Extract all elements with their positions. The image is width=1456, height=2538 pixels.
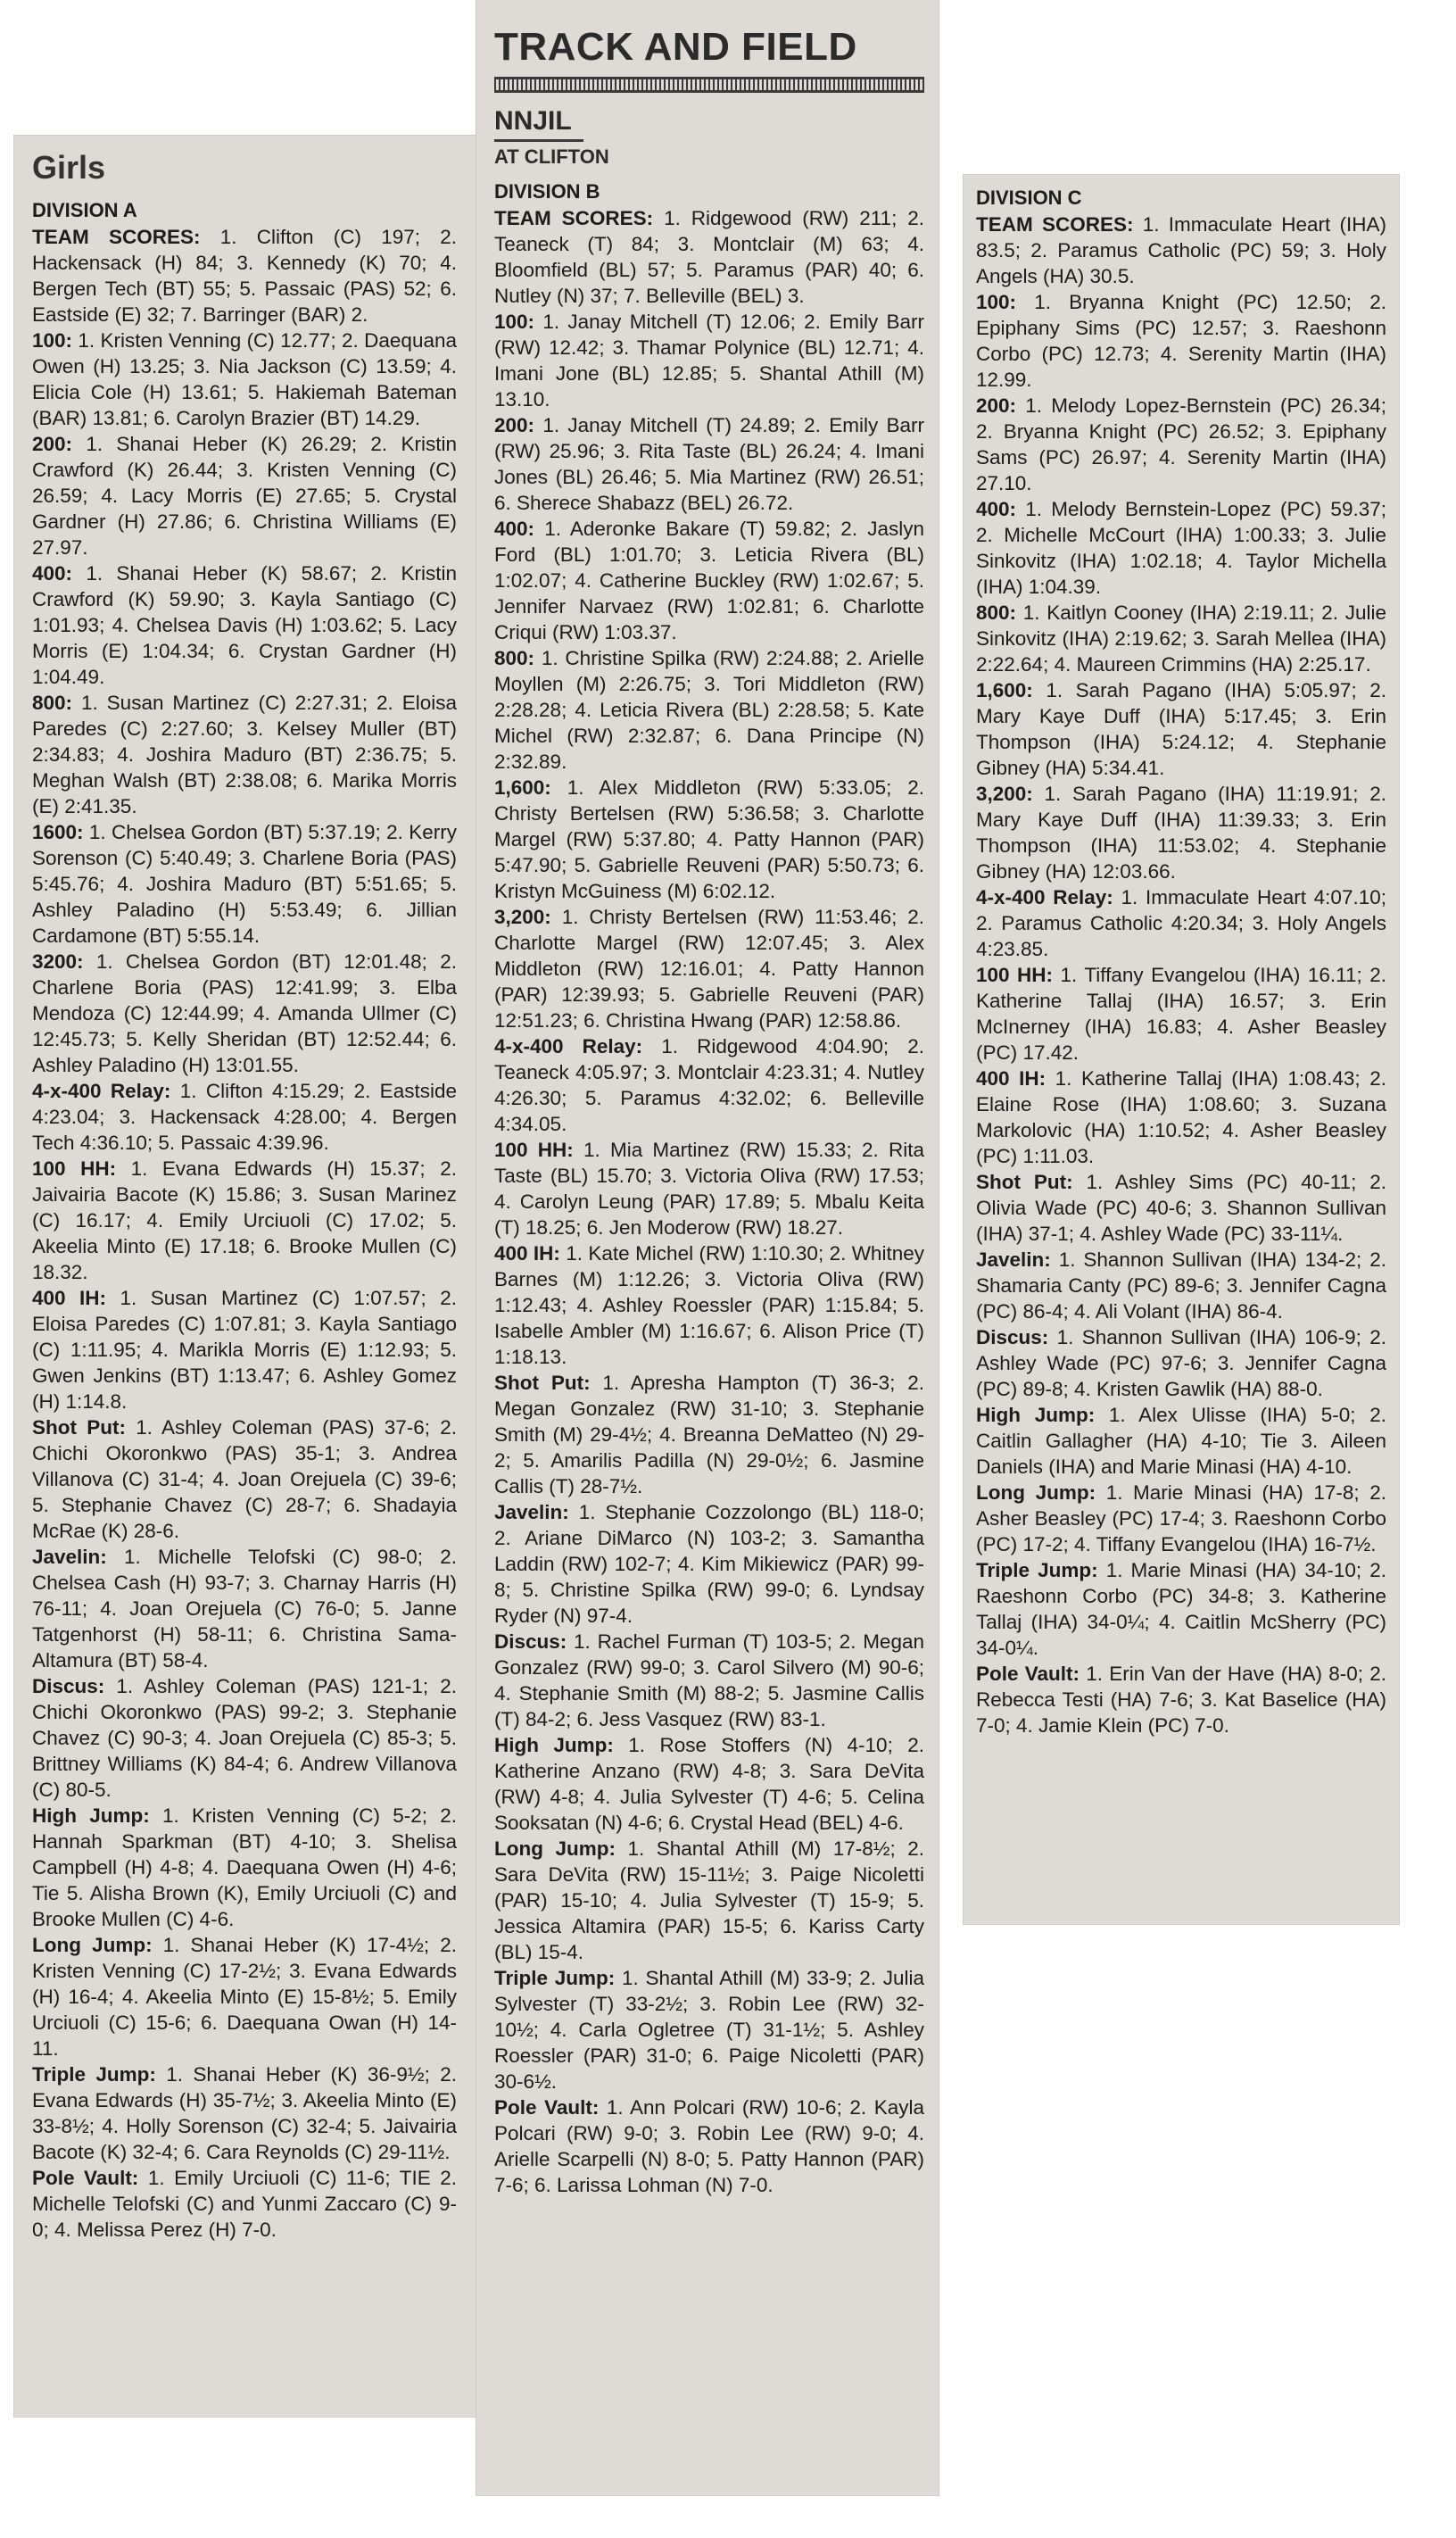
event-name: 100: [494, 311, 535, 333]
event-name: Shot Put: [976, 1171, 1073, 1193]
event-name: Long Jump: [494, 1837, 616, 1860]
event-results: 1. Stephanie Cozzolongo (BL) 118-0; 2. Ariane DiMarco (N) 103-2; 3. Samantha Laddin (RW) 102-7; 4. Kim Mikiewicz (PAR) 99-8; 5. Christine Spilka (RW) 99-0; 6. Lyndsay Ryder (N) 97-4. [494, 1501, 924, 1627]
event-name: Shot Put: [494, 1372, 591, 1394]
event-results: 1. Shantal Athill (M) 17-8½; 2. Sara DeVita (RW) 15-11½; 3. Paige Nicoletti (PAR) 15-10; 4. Julia Sylvester (T) 15-9; 5. Jessica Altamira (PAR) 15-5; 6. Kariss Carty (BL) 15-4. [494, 1837, 924, 1963]
title-rule-divider [494, 77, 924, 93]
event-result [976, 212, 1386, 289]
event-results: 1. Aderonke Bakare (T) 59.82; 2. Jaslyn Ford (BL) 1:01.70; 3. Leticia Rivera (BL) 1:02.07; 4. Catherine Buckley (RW) 1:02.67; 5. Jennifer Narvaez (RW) 1:02.81; 6. Charlotte Criqui (RW) 1:03.37. [494, 518, 924, 643]
event-name: Javelin: [32, 1546, 107, 1568]
event-results: 1. Susan Martinez (C) 1:07.57; 2. Eloisa Paredes (C) 1:07.81; 3. Kayla Santiago (C) 1:11.95; 4. Marikla Morris (E) 1:12.93; 5. Gwen Jenkins (BT) 1:13.47; 6. Ashley Gomez (H) 1:14.8. [32, 1287, 457, 1413]
event-results: 1. Immaculate Heart 4:07.10; 2. Paramus Catholic 4:20.34; 3. Holy Angels 4:23.85. [976, 886, 1386, 960]
section-title: Girls [32, 149, 106, 186]
event-result [32, 1078, 457, 1156]
page-title: TRACK AND FIELD [494, 25, 857, 69]
event-result [494, 775, 924, 904]
event-results: 1. Michelle Telofski (C) 98-0; 2. Chelsea Cash (H) 93-7; 3. Charnay Harris (H) 76-11; 4. Joan Orejuela (C) 76-0; 5. Janne Tatgenhorst (H) 58-11; 6. Christina Sama-Altamura (BT) 58-4. [32, 1546, 457, 1671]
event-list [494, 205, 924, 2198]
event-results: 1. Kaitlyn Cooney (IHA) 2:19.11; 2. Julie Sinkovitz (IHA) 2:19.62; 3. Sarah Mellea (IHA) 2:22.64; 4. Maureen Crimmins (HA) 2:25.17. [976, 601, 1386, 676]
event-results: 1. Shantal Athill (M) 33-9; 2. Julia Sylvester (T) 33-2½; 3. Robin Lee (RW) 32-10½; 4. Carla Ogletree (T) 31-1½; 5. Ashley Roessler (PAR) 31-0; 6. Paige Nicoletti (PAR) 30-6½. [494, 1967, 924, 2093]
event-name: 1,600: [494, 776, 551, 799]
event-result [494, 1033, 924, 1137]
event-result [494, 645, 924, 775]
event-result [32, 949, 457, 1078]
event-result [494, 205, 924, 309]
event-name: 400: [976, 498, 1017, 520]
event-list [32, 224, 457, 2243]
event-results: 1. Alex Middleton (RW) 5:33.05; 2. Christy Bertelsen (RW) 5:36.58; 3. Charlotte Margel (RW) 5:37.80; 4. Patty Hannon (PAR) 5:47.90; 5. Gabrielle Reuveni (PAR) 5:50.73; 6. Kristyn McGuiness (M) 6:02.12. [494, 776, 924, 902]
event-results: 1. Ridgewood (RW) 211; 2. Teaneck (T) 84; 3. Montclair (M) 63; 4. Bloomfield (BL) 57; 5. Paramus (PAR) 40; 6. Nutley (N) 37; 7. Belleville (BEL) 3. [494, 207, 924, 307]
event-results: 1. Shannon Sullivan (IHA) 106-9; 2. Ashley Wade (PC) 97-6; 3. Jennifer Cagna (PC) 89-8; 4. Kristen Gawlik (HA) 88-0. [976, 1326, 1386, 1400]
event-name: 3200: [32, 950, 84, 973]
event-result [32, 431, 457, 560]
event-name: Pole Vault: [494, 2096, 600, 2119]
event-results: 1. Shanai Heber (K) 36-9½; 2. Evana Edwards (H) 35-7½; 3. Akeelia Minto (E) 33-8½; 4. Holly Sorenson (C) 32-4; 5. Jaivairia Bacote (K) 32-4; 6. Cara Reynolds (C) 29-11½. [32, 2063, 457, 2163]
event-name: Javelin: [494, 1501, 569, 1523]
event-name: TEAM SCORES: [976, 213, 1134, 236]
event-results: 1. Kate Michel (RW) 1:10.30; 2. Whitney Barnes (M) 1:12.26; 3. Victoria Oliva (RW) 1:12.43; 4. Ashley Roessler (PAR) 1:15.84; 5. Isabelle Ambler (M) 1:16.67; 6. Alison Price (T) 1:18.13. [494, 1242, 924, 1368]
event-name: High Jump: [32, 1804, 150, 1827]
event-result [32, 1156, 457, 1285]
event-results: 1. Rose Stoffers (N) 4-10; 2. Katherine Anzano (RW) 4-8; 3. Sara DeVita (RW) 4-8; 4. Julia Sylvester (T) 4-6; 5. Celina Sooksatan (N) 4-6; 6. Crystal Head (BEL) 4-6. [494, 1734, 924, 1834]
event-results: 1. Clifton (C) 197; 2. Hackensack (H) 84; 3. Kennedy (K) 70; 4. Bergen Tech (BT) 55; 5. Passaic (PAS) 52; 6. Eastside (E) 32; 7. Barringer (BAR) 2. [32, 226, 457, 326]
event-name: TEAM SCORES: [494, 207, 654, 229]
event-results: 1. Christy Bertelsen (RW) 11:53.46; 2. Charlotte Margel (RW) 12:07.45; 3. Alex Middleton (RW) 12:16.01; 4. Patty Hannon (PAR) 12:39.93; 5. Gabrielle Reuveni (PAR) 12:51.23; 6. Christina Hwang (PAR) 12:58.86. [494, 906, 924, 1032]
event-name: 400 IH: [494, 1242, 560, 1265]
event-result [494, 1499, 924, 1629]
event-name: 200: [494, 414, 535, 436]
event-result [976, 884, 1386, 962]
event-result [32, 690, 457, 819]
event-result [494, 1137, 924, 1240]
event-result [32, 819, 457, 949]
event-result [32, 1414, 457, 1544]
division-title: DIVISION C [976, 187, 1082, 209]
event-results: 1. Kristen Venning (C) 12.77; 2. Daequana Owen (H) 13.25; 3. Nia Jackson (C) 13.59; 4. Elicia Cole (H) 13.61; 5. Hakiemah Bateman (BAR) 13.81; 6. Carolyn Brazier (BT) 14.29. [32, 329, 457, 429]
event-name: 4-x-400 Relay: [976, 886, 1113, 908]
league-rule-divider [494, 139, 583, 142]
event-result [32, 224, 457, 328]
event-result [32, 1932, 457, 2061]
event-name: Long Jump: [32, 1934, 153, 1956]
event-result [494, 1240, 924, 1370]
event-results: 1. Ashley Sims (PC) 40-11; 2. Olivia Wade (PC) 40-6; 3. Shannon Sullivan (IHA) 37-1; 4. Ashley Wade (PC) 33-11¼. [976, 1171, 1386, 1245]
event-results: 1. Ashley Coleman (PAS) 37-6; 2. Chichi Okoronkwo (PAS) 35-1; 3. Andrea Villanova (C) 31-4; 4. Joan Orejuela (C) 39-6; 5. Stephanie Chavez (C) 28-7; 6. Shadayia McRae (K) 28-6. [32, 1416, 457, 1542]
event-list [976, 212, 1386, 1738]
event-name: 800: [32, 692, 73, 714]
event-name: Discus: [494, 1630, 567, 1653]
event-result [976, 781, 1386, 884]
event-result [494, 2094, 924, 2198]
event-results: 1. Janay Mitchell (T) 24.89; 2. Emily Barr (RW) 25.96; 3. Rita Taste (BL) 26.24; 4. Imani Jones (BL) 26.46; 5. Mia Martinez (RW) 26.51; 6. Sherece Shabazz (BEL) 26.72. [494, 414, 924, 514]
event-results: 1. Clifton 4:15.29; 2. Eastside 4:23.04; 3. Hackensack 4:28.00; 4. Bergen Tech 4:36.10; 5. Passaic 4:39.96. [32, 1080, 457, 1154]
event-name: 4-x-400 Relay: [32, 1080, 171, 1102]
event-results: 1. Apresha Hampton (T) 36-3; 2. Megan Gonzalez (RW) 31-10; 3. Stephanie Smith (M) 29-4½; 4. Breanna DeMatteo (N) 29-2; 5. Amarilis Padilla (N) 29-0½; 6. Jasmine Callis (T) 28-7½. [494, 1372, 924, 1497]
event-result [32, 1544, 457, 1673]
event-result [976, 962, 1386, 1066]
event-name: 1,600: [976, 679, 1033, 701]
event-name: 400 IH: [976, 1067, 1046, 1090]
event-results: 1. Rachel Furman (T) 103-5; 2. Megan Gonzalez (RW) 99-0; 3. Carol Silvero (M) 90-6; 4. Stephanie Smith (M) 88-2; 5. Jasmine Callis (T) 84-2; 6. Jess Vasquez (RW) 83-1. [494, 1630, 924, 1730]
division-title: DIVISION A [32, 199, 137, 221]
event-results: 1. Ann Polcari (RW) 10-6; 2. Kayla Polcari (RW) 9-0; 3. Robin Lee (RW) 9-0; 4. Arielle Scarpelli (N) 8-0; 5. Patty Hannon (PAR) 7-6; 6. Larissa Lohman (N) 7-0. [494, 2096, 924, 2196]
event-name: Shot Put: [32, 1416, 126, 1439]
event-results: 1. Susan Martinez (C) 2:27.31; 2. Eloisa Paredes (C) 2:27.60; 3. Kelsey Muller (BT) 2:34.83; 4. Joshira Maduro (BT) 2:36.75; 5. Meghan Walsh (BT) 2:38.08; 6. Marika Morris (E) 2:41.35. [32, 692, 457, 817]
event-results: 1. Marie Minasi (HA) 34-10; 2. Raeshonn Corbo (PC) 34-8; 3. Katherine Tallaj (IHA) 34-0¼; 4. Caitlin McSherry (PC) 34-0¼. [976, 1559, 1386, 1659]
event-result [494, 1836, 924, 1965]
event-results: 1. Evana Edwards (H) 15.37; 2. Jaivairia Bacote (K) 15.86; 3. Susan Marinez (C) 16.17; 4. Emily Urciuoli (C) 17.02; 5. Akeelia Minto (E) 17.18; 6. Brooke Mullen (C) 18.32. [32, 1157, 457, 1283]
event-results: 1. Shannon Sullivan (IHA) 134-2; 2. Shamaria Canty (PC) 89-6; 3. Jennifer Cagna (PC) 86-4; 4. Ali Volant (IHA) 86-4. [976, 1248, 1386, 1323]
meet-location: AT CLIFTON [494, 145, 609, 168]
event-results: 1. Ashley Coleman (PAS) 121-1; 2. Chichi Okoronkwo (PAS) 99-2; 3. Stephanie Chavez (C) 90-3; 4. Joan Orejuela (C) 85-3; 5. Brittney Williams (K) 84-4; 6. Andrew Villanova (C) 80-5. [32, 1675, 457, 1801]
event-name: Triple Jump: [32, 2063, 156, 2086]
event-results: 1. Christine Spilka (RW) 2:24.88; 2. Arielle Moyllen (M) 2:26.75; 3. Tori Middleton (RW) 2:28.28; 4. Leticia Rivera (BL) 2:28.58; 5. Kate Michel (RW) 2:32.87; 6. Dana Principe (N) 2:32.89. [494, 647, 924, 773]
event-result [32, 1285, 457, 1414]
event-results: 1. Melody Lopez-Bernstein (PC) 26.34; 2. Bryanna Knight (PC) 26.52; 3. Epiphany Sams (PC) 26.97; 4. Serenity Martin (IHA) 27.10. [976, 394, 1386, 494]
event-name: 3,200: [494, 906, 551, 928]
event-result [976, 393, 1386, 496]
event-results: 1. Bryanna Knight (PC) 12.50; 2. Epiphany Sims (PC) 12.57; 3. Raeshonn Corbo (PC) 12.73; 4. Serenity Martin (IHA) 12.99. [976, 291, 1386, 391]
event-results: 1. Chelsea Gordon (BT) 5:37.19; 2. Kerry Sorenson (C) 5:40.49; 3. Charlene Boria (PAS) 5:45.76; 4. Joshira Maduro (BT) 5:51.65; 5. Ashley Paladino (H) 5:53.49; 6. Jillian Cardamone (BT) 5:55.14. [32, 821, 457, 947]
event-name: 200: [32, 433, 73, 455]
event-result [32, 328, 457, 431]
event-name: 800: [494, 647, 535, 669]
event-result [494, 1370, 924, 1499]
event-result [976, 1480, 1386, 1557]
event-name: 400: [494, 518, 535, 540]
event-results: 1. Janay Mitchell (T) 12.06; 2. Emily Barr (RW) 12.42; 3. Thamar Polynice (BL) 12.71; 4. Imani Jone (BL) 12.85; 5. Shantal Athill (M) 13.10. [494, 311, 924, 411]
event-result [494, 412, 924, 516]
event-result [32, 1673, 457, 1803]
event-results: 1. Shanai Heber (K) 58.67; 2. Kristin Crawford (K) 59.90; 3. Kayla Santiago (C) 1:01.93; 4. Chelsea Davis (H) 1:03.62; 5. Lacy Morris (E) 1:04.34; 6. Crystan Gardner (H) 1:04.49. [32, 562, 457, 688]
event-name: Long Jump: [976, 1481, 1096, 1504]
event-name: Discus: [976, 1326, 1049, 1348]
event-results: 1. Tiffany Evangelou (IHA) 16.11; 2. Katherine Tallaj (IHA) 16.57; 3. Erin McInerney (IHA) 16.83; 4. Asher Beasley (PC) 17.42. [976, 964, 1386, 1064]
event-results: 1. Immaculate Heart (IHA) 83.5; 2. Paramus Catholic (PC) 59; 3. Holy Angels (HA) 30.5. [976, 213, 1386, 287]
event-results: 1. Alex Ulisse (IHA) 5-0; 2. Caitlin Gallagher (HA) 4-10; Tie 3. Aileen Daniels (IHA) and Marie Minasi (HA) 4-10. [976, 1404, 1386, 1478]
event-result [976, 600, 1386, 677]
event-name: 400: [32, 562, 73, 585]
event-result [32, 2061, 457, 2165]
event-result [976, 1557, 1386, 1661]
event-result [32, 1803, 457, 1932]
event-result [976, 289, 1386, 393]
event-name: Discus: [32, 1675, 105, 1697]
event-result [976, 1661, 1386, 1738]
event-result [494, 1732, 924, 1836]
event-result [494, 904, 924, 1033]
division-b-clipping [476, 0, 939, 2495]
event-name: 100: [32, 329, 73, 352]
event-name: 100: [976, 291, 1017, 313]
event-result [976, 1169, 1386, 1247]
event-name: 3,200: [976, 783, 1033, 805]
event-name: TEAM SCORES: [32, 226, 201, 248]
league-name: NNJIL [494, 106, 572, 136]
event-name: 100 HH: [976, 964, 1054, 986]
event-name: High Jump: [976, 1404, 1096, 1426]
event-results: 1. Shanai Heber (K) 17-4½; 2. Kristen Venning (C) 17-2½; 3. Evana Edwards (H) 16-4; 4. Akeelia Minto (E) 15-8½; 5. Emily Urciuoli (C) 15-6; 6. Daequana Owan (H) 14-11. [32, 1934, 457, 2060]
event-results: 1. Erin Van der Have (HA) 8-0; 2. Rebecca Testi (HA) 7-6; 3. Kat Baselice (HA) 7-0; 4. Jamie Klein (PC) 7-0. [976, 1663, 1386, 1737]
event-results: 1. Kristen Venning (C) 5-2; 2. Hannah Sparkman (BT) 4-10; 3. Shelisa Campbell (H) 4-8; 4. Daequana Owen (H) 4-6; Tie 5. Alisha Brown (K), Emily Urciuoli (C) and Brooke Mullen (C) 4-6. [32, 1804, 457, 1930]
event-result [976, 496, 1386, 600]
event-name: 800: [976, 601, 1017, 624]
event-results: 1. Emily Urciuoli (C) 11-6; TIE 2. Michelle Telofski (C) and Yunmi Zaccaro (C) 9-0; 4. Melissa Perez (H) 7-0. [32, 2167, 457, 2241]
event-name: High Jump: [494, 1734, 614, 1756]
girls-division-a-clipping [14, 136, 478, 2417]
division-c-clipping [964, 175, 1399, 1924]
event-result [976, 1324, 1386, 1402]
event-name: 4-x-400 Relay: [494, 1035, 643, 1058]
event-result [976, 1066, 1386, 1169]
event-result [976, 1402, 1386, 1480]
event-result [32, 2165, 457, 2243]
event-result [494, 1965, 924, 2094]
event-results: 1. Sarah Pagano (IHA) 11:19.91; 2. Mary Kaye Duff (IHA) 11:39.33; 3. Erin Thompson (IHA) 11:53.02; 4. Stephanie Gibney (HA) 12:03.66. [976, 783, 1386, 883]
event-result [32, 560, 457, 690]
event-results: 1. Chelsea Gordon (BT) 12:01.48; 2. Charlene Boria (PAS) 12:41.99; 3. Elba Mendoza (C) 12:44.99; 4. Amanda Ullmer (C) 12:45.73; 5. Kelly Sheridan (BT) 12:52.44; 6. Ashley Paladino (H) 13:01.55. [32, 950, 457, 1076]
event-name: 400 IH: [32, 1287, 107, 1309]
event-result [494, 309, 924, 412]
event-name: Pole Vault: [32, 2167, 139, 2189]
event-results: 1. Ridgewood 4:04.90; 2. Teaneck 4:05.97; 3. Montclair 4:23.31; 4. Nutley 4:26.30; 5. Paramus 4:32.02; 6. Belleville 4:34.05. [494, 1035, 924, 1135]
event-results: 1. Katherine Tallaj (IHA) 1:08.43; 2. Elaine Rose (IHA) 1:08.60; 3. Suzana Markolovic (HA) 1:10.52; 4. Asher Beasley (PC) 1:11.03. [976, 1067, 1386, 1167]
event-name: Pole Vault: [976, 1663, 1080, 1685]
event-result [976, 1247, 1386, 1324]
division-title: DIVISION B [494, 180, 600, 203]
event-name: 200: [976, 394, 1017, 417]
event-name: Triple Jump: [976, 1559, 1098, 1581]
event-result [494, 1629, 924, 1732]
event-name: 100 HH: [494, 1139, 574, 1161]
event-results: 1. Marie Minasi (HA) 17-8; 2. Asher Beasley (PC) 17-4; 3. Raeshonn Corbo (PC) 17-2; 4. Tiffany Evangelou (IHA) 16-7½. [976, 1481, 1386, 1555]
event-results: 1. Sarah Pagano (IHA) 5:05.97; 2. Mary Kaye Duff (IHA) 5:17.45; 3. Erin Thompson (IHA) 5:24.12; 4. Stephanie Gibney (HA) 5:34.41. [976, 679, 1386, 779]
event-name: Triple Jump: [494, 1967, 616, 1989]
event-name: 1600: [32, 821, 84, 843]
event-results: 1. Melody Bernstein-Lopez (PC) 59.37; 2. Michelle McCourt (IHA) 1:00.33; 3. Julie Sinkovitz (IHA) 1:02.18; 4. Taylor Michella (IHA) 1:04.39. [976, 498, 1386, 598]
event-results: 1. Shanai Heber (K) 26.29; 2. Kristin Crawford (K) 26.44; 3. Kristen Venning (C) 26.59; 4. Lacy Morris (E) 27.65; 5. Crystal Gardner (H) 27.86; 6. Christina Williams (E) 27.97. [32, 433, 457, 559]
event-results: 1. Mia Martinez (RW) 15.33; 2. Rita Taste (BL) 15.70; 3. Victoria Oliva (RW) 17.53; 4. Carolyn Leung (PAR) 17.89; 5. Mbalu Keita (T) 18.25; 6. Jen Moderow (RW) 18.27. [494, 1139, 924, 1239]
event-name: Javelin: [976, 1248, 1051, 1271]
event-result [494, 516, 924, 645]
event-name: 100 HH: [32, 1157, 117, 1180]
event-result [976, 677, 1386, 781]
